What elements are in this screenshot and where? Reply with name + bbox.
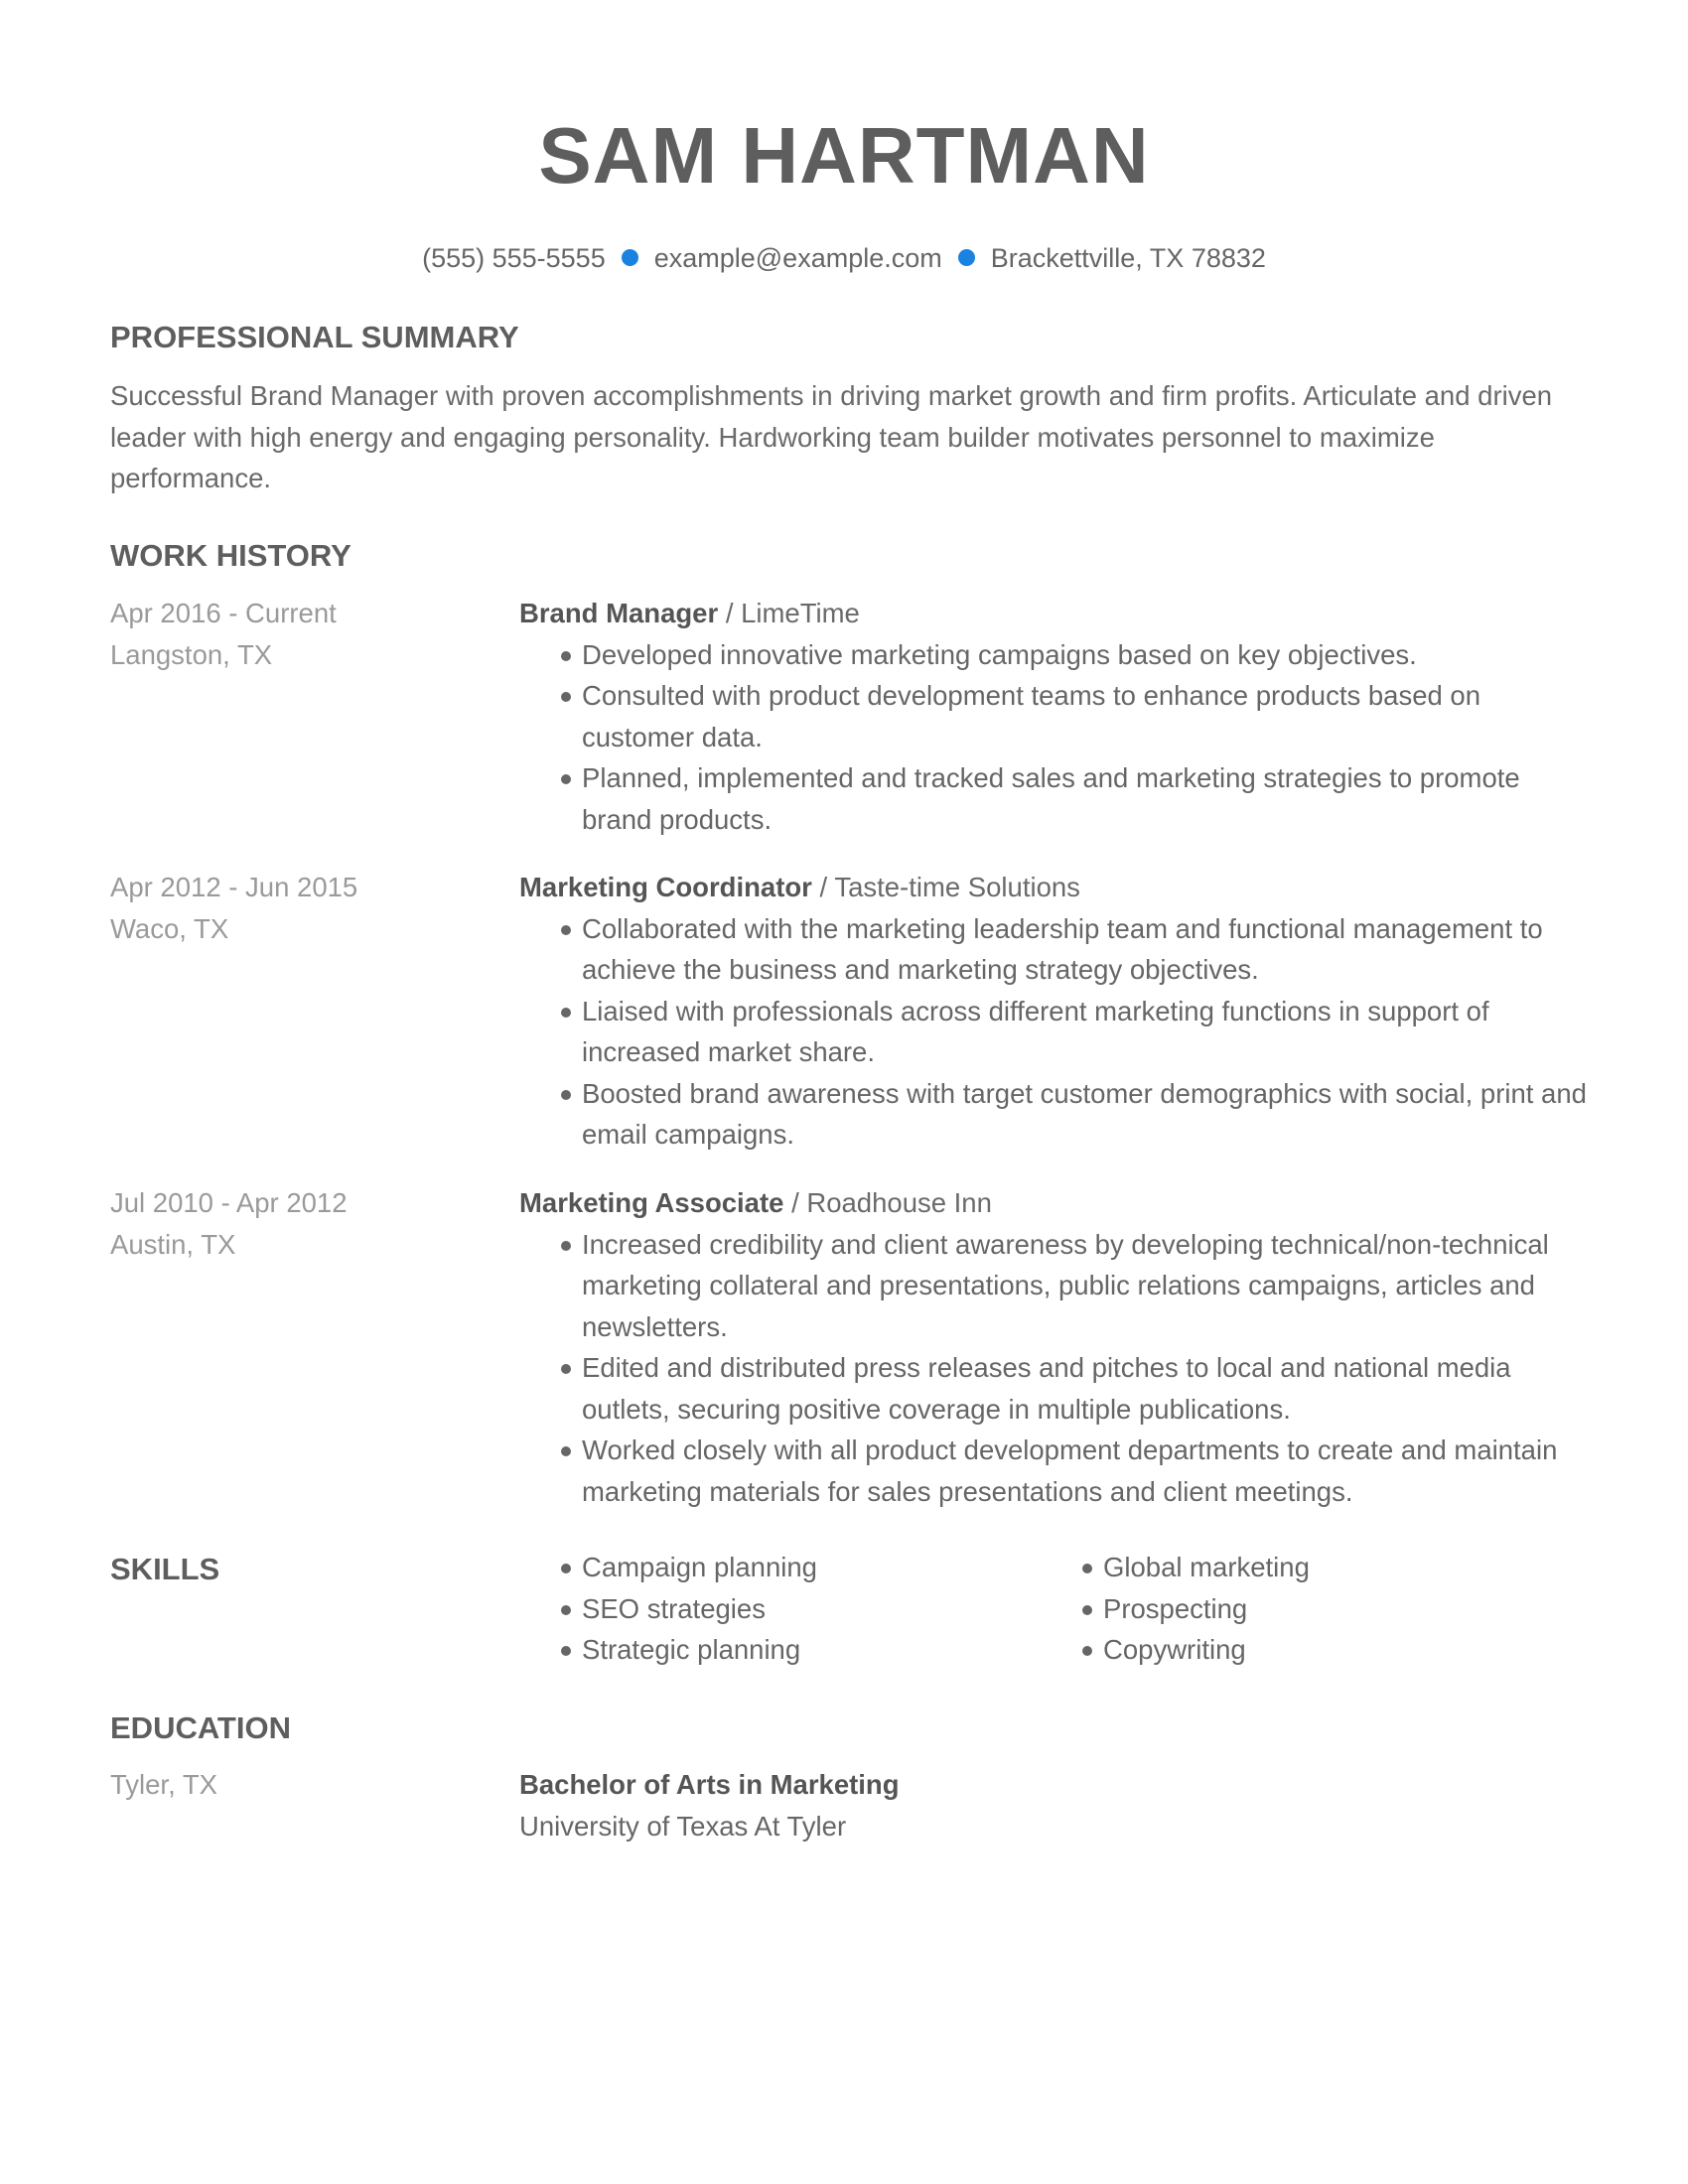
title-separator: / — [718, 598, 742, 628]
job-bullet: Collaborated with the marketing leadership team and functional management to achieve the business and marketing strategy objectives. — [582, 908, 1592, 991]
job-title: Brand Manager — [519, 598, 719, 628]
job-heading — [519, 1182, 1592, 1224]
job-meta — [110, 1182, 488, 1265]
skills-column-1-list — [519, 1547, 1036, 1671]
education-details — [519, 1764, 1592, 1846]
school-name: University of Texas At Tyler — [519, 1810, 847, 1842]
job-bullet: Edited and distributed press releases and pitches to local and national media outlets, securing positive coverage in multiple publications. — [582, 1347, 1592, 1430]
degree: Bachelor of Arts in Marketing — [519, 1769, 900, 1800]
skills-column-2 — [1041, 1547, 1557, 1671]
job-details — [519, 867, 1592, 1156]
title-separator: / — [783, 1187, 807, 1218]
skill-item: Copywriting — [1103, 1629, 1557, 1671]
job-bullets — [519, 634, 1592, 841]
job-bullet: Developed innovative marketing campaigns based on key objectives. — [582, 634, 1592, 676]
job-bullet: Consulted with product development teams to enhance products based on customer data. — [582, 675, 1592, 757]
job-bullet: Worked closely with all product development departments to create and maintain marketing materials for sales presentations and client meetings. — [582, 1430, 1592, 1512]
job-dates: Jul 2010 - Apr 2012 — [110, 1187, 348, 1218]
skill-item: SEO strategies — [582, 1588, 1036, 1630]
skill-item: Global marketing — [1103, 1547, 1557, 1588]
section-heading-work-history: WORK HISTORY — [110, 538, 352, 573]
company-name: Taste-time Solutions — [834, 872, 1080, 902]
section-heading-summary: PROFESSIONAL SUMMARY — [110, 320, 519, 354]
bullet-separator-icon — [622, 249, 638, 266]
job-heading — [519, 867, 1592, 908]
job-bullets — [519, 908, 1592, 1156]
job-bullet: Liaised with professionals across different marketing functions in support of increased market share. — [582, 991, 1592, 1073]
email: example@example.com — [653, 243, 942, 273]
contact-line — [0, 238, 1688, 278]
skill-item: Prospecting — [1103, 1588, 1557, 1630]
job-heading — [519, 593, 1592, 634]
job-location: Langston, TX — [110, 638, 273, 670]
job-dates: Apr 2012 - Jun 2015 — [110, 872, 358, 902]
job-bullets — [519, 1224, 1592, 1513]
job-details — [519, 593, 1592, 840]
address: Brackettville, TX 78832 — [990, 243, 1266, 273]
summary-text: Successful Brand Manager with proven accomplishments in driving market growth and firm profits. Articulate and driven leader with high energy and engaging personality. Hardworking team builder motivates personnel to maximize performance. — [110, 380, 1553, 493]
company-name: Roadhouse Inn — [806, 1187, 992, 1218]
job-bullet: Increased credibility and client awareness by developing technical/non-technical marketing collateral and presentations, public relations campaigns, articles and newsletters. — [582, 1224, 1592, 1348]
job-location: Waco, TX — [110, 912, 229, 944]
job-bullet: Planned, implemented and tracked sales and marketing strategies to promote brand products. — [582, 757, 1592, 840]
skill-item: Campaign planning — [582, 1547, 1036, 1588]
skills-column-1 — [519, 1547, 1036, 1671]
job-title: Marketing Associate — [519, 1187, 784, 1218]
candidate-name: SAM HARTMAN — [538, 111, 1150, 200]
bullet-separator-icon — [958, 249, 975, 266]
skill-item: Strategic planning — [582, 1629, 1036, 1671]
phone: (555) 555-5555 — [422, 243, 606, 273]
job-location: Austin, TX — [110, 1228, 236, 1260]
section-heading-education: EDUCATION — [110, 1710, 291, 1745]
section-heading-skills: SKILLS — [110, 1552, 220, 1586]
title-separator: / — [811, 872, 835, 902]
job-bullet: Boosted brand awareness with target customer demographics with social, print and email campaigns. — [582, 1073, 1592, 1156]
company-name: LimeTime — [741, 598, 860, 628]
job-meta — [110, 867, 488, 949]
job-dates: Apr 2016 - Current — [110, 598, 337, 628]
skills-column-2-list — [1041, 1547, 1557, 1671]
job-title: Marketing Coordinator — [519, 872, 812, 902]
job-meta — [110, 593, 488, 675]
job-details — [519, 1182, 1592, 1512]
education-location: Tyler, TX — [110, 1769, 217, 1800]
